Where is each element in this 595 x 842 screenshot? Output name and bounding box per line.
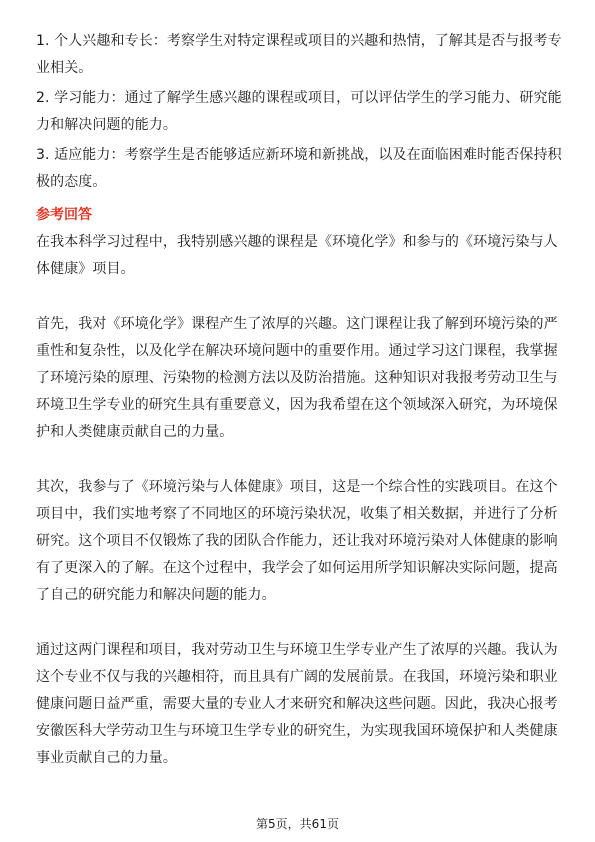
answer-paragraph-conclusion: 通过这两门课程和项目，我对劳动卫生与环境卫生学专业产生了浓厚的兴趣。我认为这个专业不仅与我的兴趣相符，而且具有广阔的发展前景。在我国，环境污染和职业健康问题日益严重，需要大量的专业人才来研究和解决这些问题。因此，我决心报考安徽医科大学劳动卫生与环境卫生学专业的研究生，为实现我国环境保护和人类健康事业贡献自己的力量。 bbox=[36, 642, 558, 766]
criteria-item-learning: 2. 学习能力：通过了解学生感兴趣的课程或项目，可以评估学生的学习能力、研究能力和解决问题的能力。 bbox=[36, 90, 562, 133]
answer-heading: 参考回答 bbox=[36, 207, 92, 223]
answer-paragraph-intro: 在我本科学习过程中，我特别感兴趣的课程是《环境化学》和参与的《环境污染与人体健康》项目。 bbox=[36, 234, 558, 277]
answer-paragraph-second: 其次，我参与了《环境污染与人体健康》项目，这是一个综合性的实践项目。在这个项目中，我们实地考察了不同地区的环境污染状况，收集了相关数据，并进行了分析研究。这个项目不仅锻炼了我的团队合作能力，还让我对环境污染对人体健康的影响有了更深入的了解。在这个过程中，我学会了如何运用所学知识解决实际问题，提高了自己的研究能力和解决问题的能力。 bbox=[36, 479, 558, 603]
criteria-item-adaptability: 3. 适应能力：考察学生是否能够适应新环境和新挑战，以及在面临困难时能否保持积极的态度。 bbox=[36, 147, 562, 190]
answer-paragraph-first: 首先，我对《环境化学》课程产生了浓厚的兴趣。这门课程让我了解到环境污染的严重性和复杂性，以及化学在解决环境问题中的重要作用。通过学习这门课程，我掌握了环境污染的原理、污染物的检测方法以及防治措施。这种知识对我报考劳动卫生与环境卫生学专业的研究生具有重要意义，因为我希望在这个领域深入研究，为环境保护和人类健康贡献自己的力量。 bbox=[36, 316, 558, 440]
criteria-item-interest: 1. 个人兴趣和专长：考察学生对特定课程或项目的兴趣和热情，了解其是否与报考专业相关。 bbox=[36, 33, 562, 76]
page-content bbox=[36, 28, 562, 772]
page-number: 第5页，共61页 bbox=[256, 817, 339, 831]
answer-body bbox=[36, 229, 562, 772]
criteria-list bbox=[36, 28, 562, 196]
